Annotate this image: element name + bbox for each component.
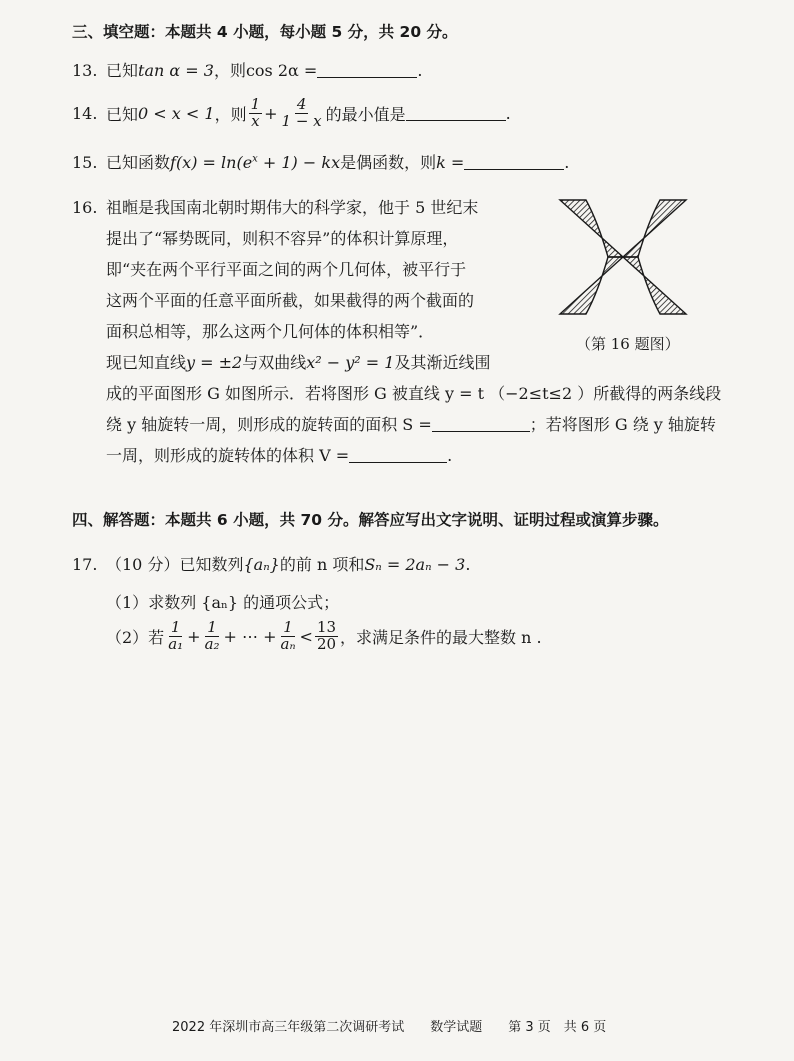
q14-prefix: 已知 bbox=[106, 104, 139, 124]
text: 一周，则形成的旋转体的体积 V = bbox=[106, 446, 350, 465]
fraction bbox=[315, 620, 338, 653]
section-4-heading: 四、解答题：本题共 6 小题，共 70 分。解答应写出文字说明、证明过程或演算步骤。 bbox=[72, 511, 669, 529]
text: 已知数列 bbox=[179, 555, 244, 574]
function-tail: + 1) − kx bbox=[257, 153, 341, 172]
text: 与双曲线 bbox=[242, 353, 307, 372]
section-3-heading: 三、填空题：本题共 4 小题，每小题 5 分，共 20 分。 bbox=[72, 23, 458, 41]
denominator: aₙ bbox=[280, 634, 296, 653]
numerator: 1 bbox=[283, 618, 293, 636]
math: x² − y² = 1 bbox=[306, 353, 395, 372]
part-label: （2）若 bbox=[106, 627, 165, 647]
denominator: x bbox=[251, 111, 260, 130]
part-text: ，求满足条件的最大整数 n . bbox=[340, 627, 542, 647]
fraction bbox=[166, 620, 185, 653]
page-footer: 2022 年深圳市高三年级第二次调研考试 数学试题 第 3 页 共 6 页 bbox=[172, 1020, 607, 1035]
denominator: a₁ bbox=[168, 634, 184, 653]
function-head: f(x) = ln(e bbox=[170, 153, 253, 172]
numerator: 13 bbox=[316, 618, 337, 636]
q16-figure bbox=[548, 192, 698, 322]
fraction bbox=[203, 620, 222, 653]
q16-line bbox=[72, 409, 721, 440]
denominator: a₂ bbox=[204, 634, 220, 653]
q16-line: 祖暅是我国南北朝时期伟大的科学家，他于 5 世纪末 bbox=[106, 198, 479, 217]
answer-blank bbox=[349, 447, 447, 463]
question-number: 15. bbox=[72, 153, 98, 172]
answer-blank bbox=[317, 62, 417, 78]
fraction bbox=[279, 620, 298, 653]
q14-suffix: 的最小值是 bbox=[325, 104, 406, 124]
math: y = ±2 bbox=[186, 353, 243, 372]
part-label: （1） bbox=[106, 593, 149, 612]
answer-blank bbox=[406, 105, 506, 121]
answer-blank bbox=[464, 154, 564, 170]
q15-prefix: 已知函数 bbox=[106, 153, 171, 172]
answer-blank bbox=[432, 416, 530, 432]
q13-prefix: 已知 bbox=[106, 61, 139, 80]
question-number: 17. bbox=[72, 555, 98, 574]
numerator: 4 bbox=[296, 95, 307, 113]
text: 的前 n 项和 bbox=[279, 555, 365, 574]
q13-condition: tan α = 3 bbox=[138, 61, 214, 80]
question-15 bbox=[72, 150, 569, 173]
question-13 bbox=[72, 58, 422, 81]
ellipsis-sum: + ⋯ + bbox=[223, 626, 277, 646]
score: （10 分） bbox=[106, 555, 180, 574]
q13-ask: cos 2α = bbox=[245, 61, 318, 80]
text: . bbox=[447, 446, 453, 465]
numerator: 1 bbox=[207, 618, 217, 636]
question-number: 16. bbox=[72, 198, 98, 217]
q16-line: 提出了“幂势既同，则积不容异”的体积计算原理， bbox=[106, 229, 459, 248]
q16-line: 这两个平面的任意平面所截，如果截得的两个截面的 bbox=[106, 291, 475, 310]
q17-part-1 bbox=[106, 590, 339, 613]
question-number: 14. bbox=[72, 103, 98, 123]
hyperbola-figure bbox=[548, 192, 698, 322]
text: ；若将图形 G 绕 y 轴旋转 bbox=[529, 415, 716, 434]
text: 现已知直线 bbox=[106, 353, 187, 372]
fraction bbox=[249, 97, 263, 130]
question-number: 13. bbox=[72, 61, 98, 80]
q15-function bbox=[170, 153, 340, 172]
q15-end: . bbox=[564, 153, 570, 172]
q17-part-2 bbox=[106, 620, 542, 653]
numerator: 1 bbox=[250, 95, 261, 113]
numerator: 1 bbox=[170, 618, 181, 636]
text: . bbox=[465, 555, 471, 574]
q16-line: 成的平面图形 G 如图所示．若将图形 G 被直线 y = t （−2≤t≤2 ）所截得的两条线段 bbox=[106, 384, 722, 403]
q16-line bbox=[72, 440, 721, 471]
fraction bbox=[280, 97, 324, 130]
q13-end: . bbox=[417, 61, 423, 80]
math: {aₙ} bbox=[243, 555, 280, 574]
figure-caption: （第 16 题图） bbox=[576, 335, 680, 353]
question-14 bbox=[72, 97, 511, 130]
plus-sign: + bbox=[187, 626, 201, 646]
q14-middle: ，则 bbox=[214, 104, 247, 124]
question-17 bbox=[72, 552, 470, 575]
text: 绕 y 轴旋转一周，则形成的旋转面的面积 S = bbox=[106, 415, 432, 434]
text: 及其渐近线围 bbox=[394, 353, 491, 372]
q14-condition: 0 < x < 1 bbox=[138, 103, 215, 123]
plus-sign: + bbox=[264, 103, 278, 123]
q14-end: . bbox=[505, 103, 511, 123]
exponent: x bbox=[252, 153, 258, 165]
q15-ask: k = bbox=[436, 153, 465, 172]
denominator: 20 bbox=[316, 634, 337, 653]
less-than-sign: < bbox=[299, 626, 313, 646]
math: Sₙ = 2aₙ − 3 bbox=[364, 555, 466, 574]
q16-line: 即“夹在两个平行平面之间的两个几何体，被平行于 bbox=[106, 260, 467, 279]
denominator: 1 − x bbox=[281, 111, 322, 130]
part-text: 求数列 {aₙ} 的通项公式； bbox=[148, 593, 340, 612]
q13-middle: ，则 bbox=[213, 61, 246, 80]
q15-middle: 是偶函数，则 bbox=[340, 153, 437, 172]
q16-line: 面积总相等，那么这两个几何体的体积相等”． bbox=[106, 322, 435, 341]
